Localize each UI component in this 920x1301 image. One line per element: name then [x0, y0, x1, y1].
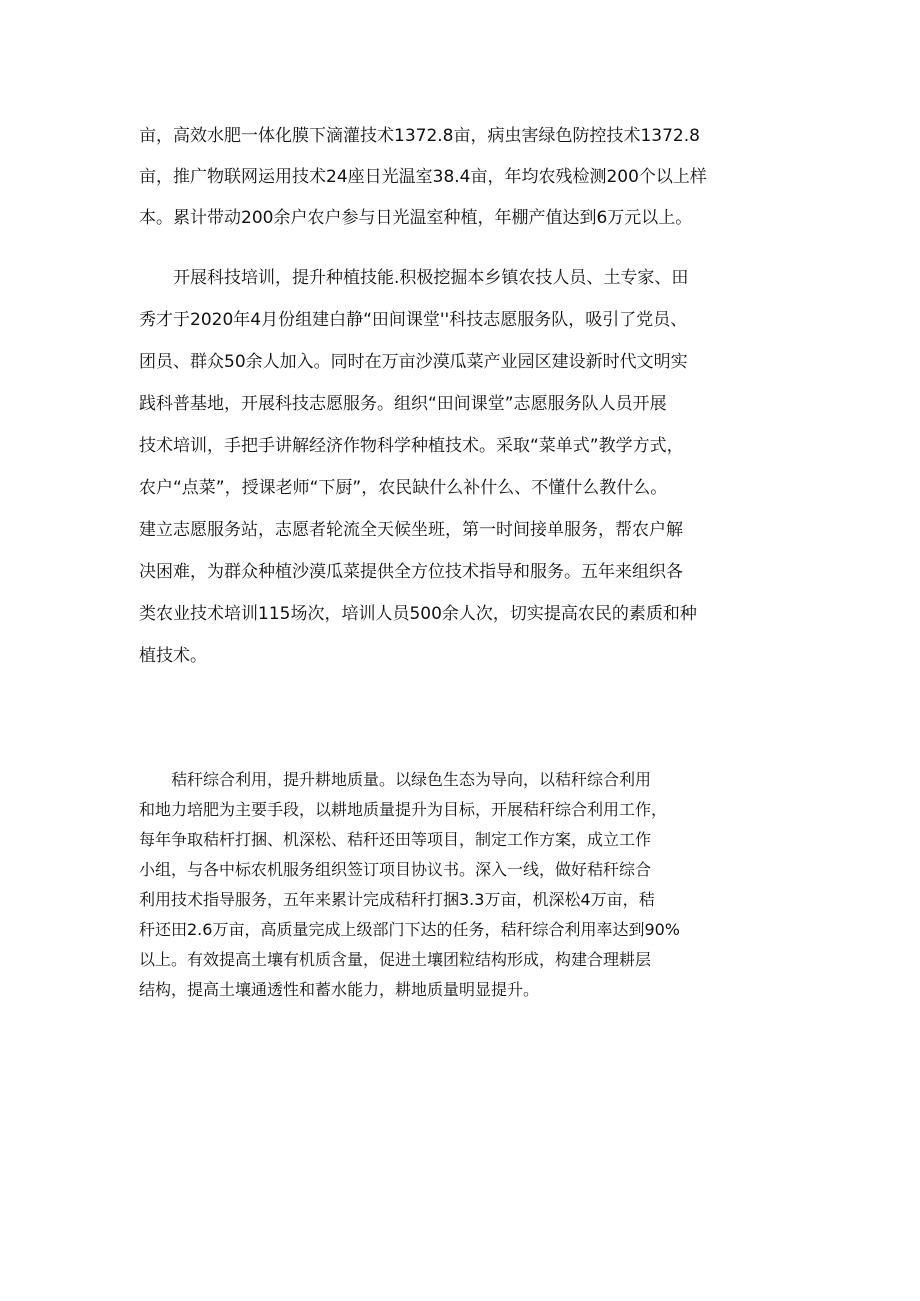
text-line: 亩，推广物联网运用技术24座日光温室38.4亩，年均农残检测200个以上样 [139, 167, 707, 187]
text-line: 小组，与各中标农机服务组织签订项目协议书。深入一线，做好秸秆综合 [139, 860, 652, 879]
text-line: 团员、群众50余人加入。同时在万亩沙漠瓜菜产业园区建设新时代文明实 [139, 352, 688, 372]
text-line: 每年争取秸杆打捆、机深松、秸秆还田等项目，制定工作方案，成立工作 [139, 830, 652, 849]
paragraph-straw-utilization [139, 765, 789, 1005]
text-line: 亩，高效水肥一体化膜下滴灌技术1372.8亩，病虫害绿色防控技术1372.8 [139, 126, 700, 146]
text-line: 类农业技术培训115场次，培训人员500余人次，切实提高农民的素质和种 [139, 604, 697, 624]
paragraph-tech-training [139, 257, 789, 677]
text-line: 和地力培肥为主要手段，以耕地质量提升为目标，开展秸秆综合利用工作， [139, 800, 668, 819]
text-line: 农户“点菜”，授课老师“下厨”，农民缺什么补什么、不懂什么教什么。 [139, 478, 668, 498]
text-line: 技术培训，手把手讲解经济作物科学种植技术。采取“菜单式”教学方式， [139, 436, 684, 456]
paragraph-yield-stats [139, 116, 789, 239]
text-line: 结构，提高土壤通透性和蓄水能力，耕地质量明显提升。 [139, 980, 540, 999]
text-line: 植技术。 [139, 646, 207, 666]
text-line: 利用技术指导服务，五年来累计完成秸秆打捆3.3万亩，机深松4万亩，秸 [139, 890, 655, 909]
text-line: 以上。有效提高土壤有机质含量，促进土壤团粒结构形成，构建合理耕层 [139, 950, 652, 969]
text-line: 秸秆综合利用，提升耕地质量。以绿色生态为导向，以秸秆综合利用 [139, 770, 652, 789]
text-line: 建立志愿服务站，志愿者轮流全天候坐班，第一时间接单服务，帮农户解 [139, 520, 683, 540]
text-line: 决困难，为群众种植沙漠瓜菜提供全方位技术指导和服务。五年来组织各 [139, 562, 683, 582]
text-line: 本。累计带动200余户农户参与日光温室种植，年棚产值达到6万元以上。 [139, 208, 693, 228]
text-line: 开展科技培训，提升种植技能.积极挖掘本乡镇农技人员、土专家、田 [139, 268, 689, 288]
text-line: 践科普基地，开展科技志愿服务。组织“田间课堂”志愿服务队人员开展 [139, 394, 667, 414]
text-line: 秆还田2.6万亩，高质量完成上级部门下达的任务，秸秆综合利用率达到90% [139, 920, 681, 939]
text-line: 秀才于2020年4月份组建白静“田间课堂''科技志愿服务队，吸引了党员、 [139, 310, 688, 330]
